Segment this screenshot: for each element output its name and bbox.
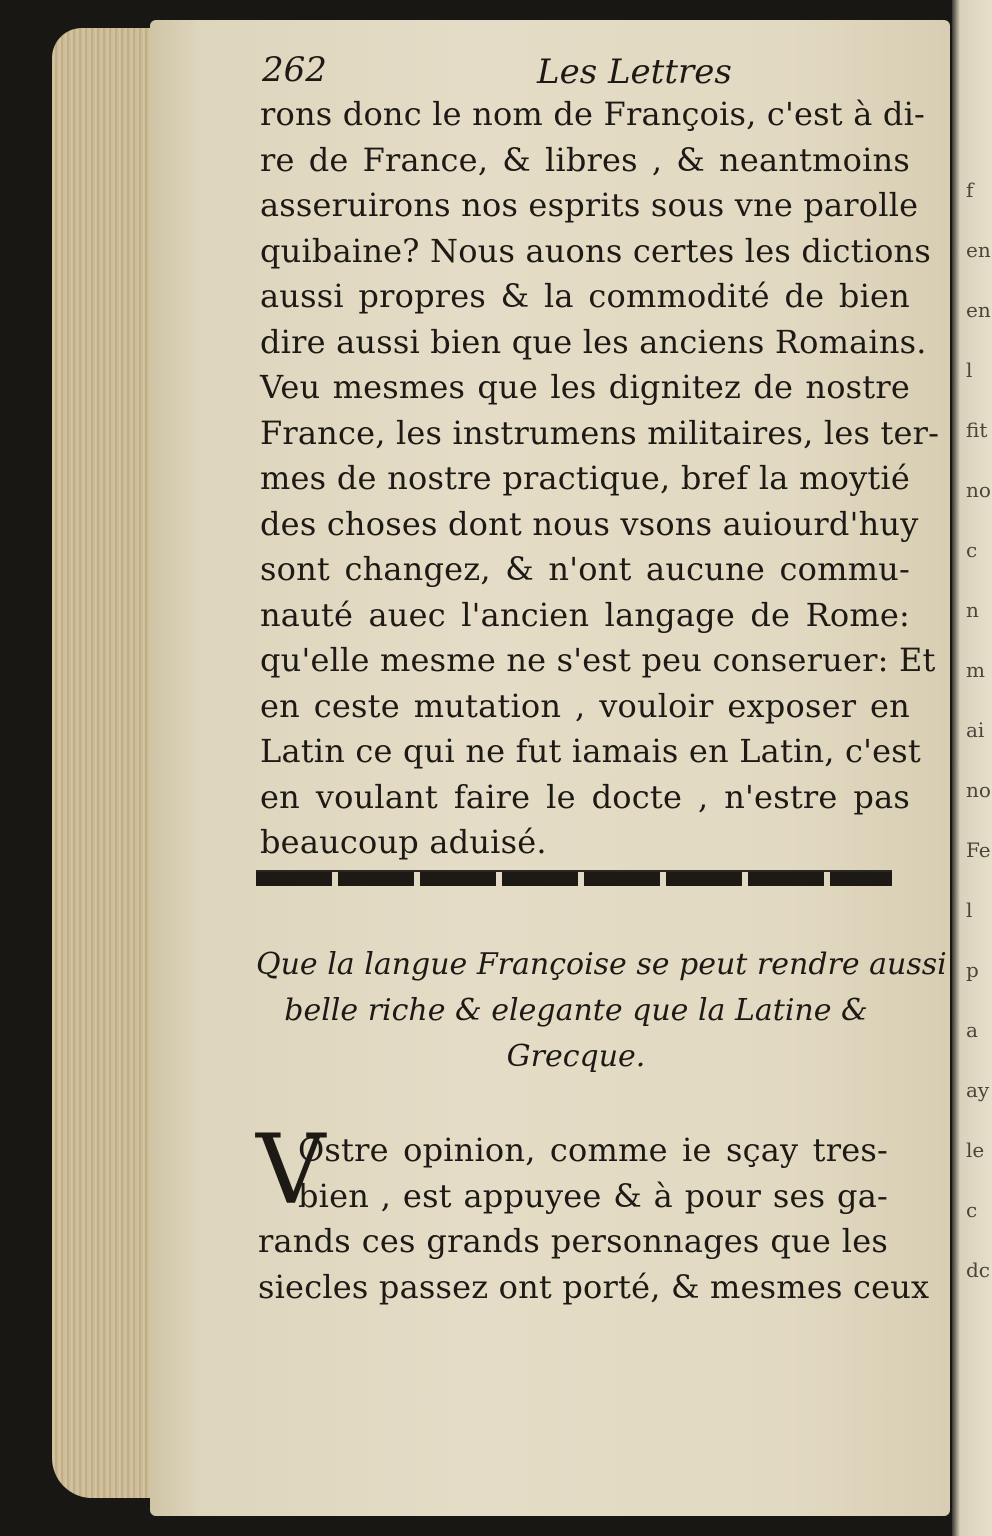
text-line: re de France, & libres , & neantmoins xyxy=(260,140,910,179)
heading-line: Grecque. xyxy=(506,1039,646,1074)
section-body-text xyxy=(258,1128,930,1310)
section-heading xyxy=(256,942,947,1080)
facing-fragment: le xyxy=(966,1138,985,1162)
facing-fragment: Fe xyxy=(966,838,991,862)
text-line: Veu mesmes que les dignitez de nostre xyxy=(260,368,910,406)
text-line: bien , est appuyee & à pour ses ga- xyxy=(298,1176,888,1215)
text-line: dire aussi bien que les anciens Romains. xyxy=(260,322,927,361)
facing-fragment: fit xyxy=(966,418,988,442)
running-head xyxy=(262,50,902,96)
text-line: Latin ce qui ne fut iamais en Latin, c'est xyxy=(260,732,921,770)
text-line: quibaine? Nous auons certes les dictions xyxy=(260,231,931,270)
text-line: siecles passez ont porté, & mesmes ceux xyxy=(258,1267,930,1306)
heading-line: belle riche & elegante que la Latine & xyxy=(284,993,868,1028)
text-line: asseruirons nos esprits sous vne parolle xyxy=(260,186,919,224)
facing-fragment: m xyxy=(966,658,985,682)
heading-line: Que la langue Françoise se peut rendre aussi xyxy=(256,947,947,982)
facing-fragment: ai xyxy=(966,718,985,742)
text-line: mes de nostre practique, bref la moytié xyxy=(260,459,910,497)
facing-fragment: en xyxy=(966,238,991,262)
text-line: qu'elle mesme ne s'est peu conseruer: Et xyxy=(260,641,936,679)
facing-fragment: en xyxy=(966,298,991,322)
facing-page-text xyxy=(966,160,991,1300)
facing-fragment: l xyxy=(966,358,973,382)
facing-fragment: c xyxy=(966,538,978,562)
text-line: aussi propres & la commodité de bien xyxy=(260,277,910,315)
facing-fragment: ay xyxy=(966,1078,990,1102)
text-line: France, les instrumens militaires, les ter- xyxy=(260,413,940,452)
facing-fragment: f xyxy=(966,178,974,202)
text-line: des choses dont nous vsons auiourd'huy xyxy=(260,504,919,543)
facing-fragment: l xyxy=(966,898,973,922)
facing-fragment: no xyxy=(966,778,991,802)
running-title: Les Lettres xyxy=(537,52,732,92)
text-line: beaucoup aduisé. xyxy=(260,823,547,861)
facing-fragment: n xyxy=(966,598,979,622)
text-line: en ceste mutation , vouloir exposer en xyxy=(260,686,910,725)
text-line: sont changez, & n'ont aucune commu- xyxy=(260,550,910,588)
text-line: Ostre opinion, comme ie sçay tres- xyxy=(298,1131,888,1169)
body-text xyxy=(260,92,940,866)
text-line: nauté auec l'ancien langage de Rome: xyxy=(260,595,910,634)
facing-fragment: no xyxy=(966,478,991,502)
text-line: en voulant faire le docte , n'estre pas xyxy=(260,777,910,816)
facing-fragment: dc xyxy=(966,1258,991,1282)
text-line: rons donc le nom de François, c'est à di- xyxy=(260,95,926,133)
facing-fragment: p xyxy=(966,958,979,982)
drop-cap: V xyxy=(256,1114,326,1226)
ornamental-rule xyxy=(256,870,892,886)
page-number: 262 xyxy=(262,50,327,90)
text-line: rands ces grands personnages que les xyxy=(258,1222,888,1260)
facing-fragment: c xyxy=(966,1198,978,1222)
facing-fragment: a xyxy=(966,1018,978,1042)
